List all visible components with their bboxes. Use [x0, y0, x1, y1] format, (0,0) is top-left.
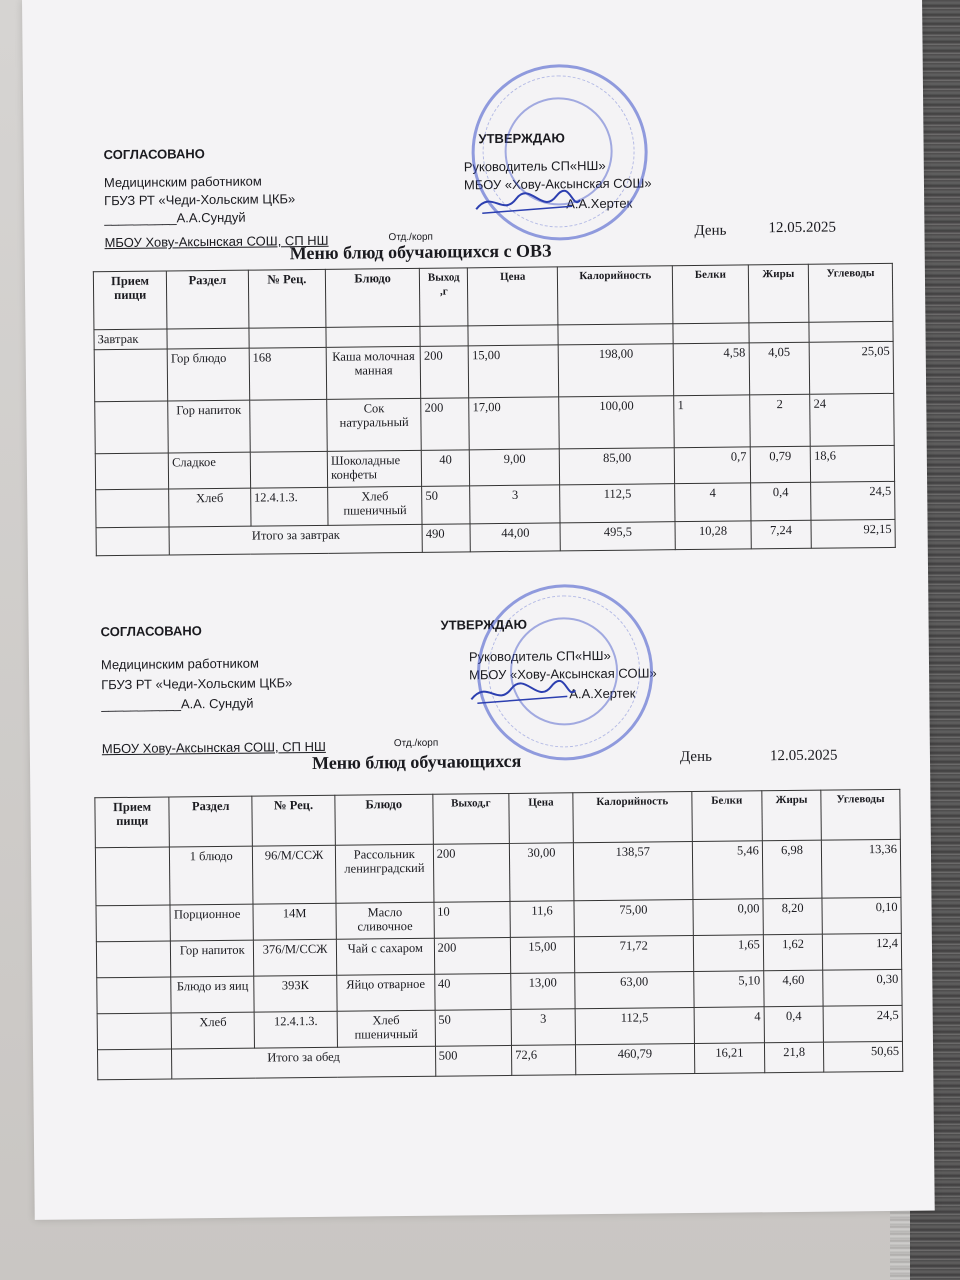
protein-cell: 4 — [675, 483, 751, 522]
price-cell: 15,00 — [468, 345, 558, 398]
school-name: МБОУ Хову-Аксынская СОШ, СП НШ — [104, 232, 329, 251]
price-cell: 30,00 — [509, 843, 573, 902]
carb-cell: 18,6 — [810, 445, 894, 482]
protein-cell: 4 — [694, 1007, 764, 1044]
protein-cell: 0,00 — [693, 899, 763, 936]
total-protein: 10,28 — [675, 521, 751, 550]
total-output: 500 — [435, 1045, 512, 1076]
agreed-heading: СОГЛАСОВАНО — [103, 146, 205, 163]
dish-cell: Шоколадные конфеты — [327, 450, 421, 487]
agreed-line1: Медицинским работником — [103, 173, 262, 191]
kcal-cell: 75,00 — [574, 900, 693, 937]
document-sheet — [22, 0, 935, 1220]
agreed-signer: ___________А.А. Сундуй — [101, 695, 254, 713]
agreed-line2: ГБУЗ РТ «Чеди-Хольским ЦКБ» — [104, 191, 296, 209]
total-kcal: 495,5 — [560, 522, 675, 551]
kcal-cell: 71,72 — [574, 936, 693, 973]
dish-cell: Масло сливочное — [336, 902, 434, 939]
total-price: 44,00 — [470, 523, 560, 552]
fat-cell: 8,20 — [763, 898, 823, 935]
section-cell: Сладкое — [168, 452, 250, 489]
fat-cell: 0,4 — [764, 1006, 824, 1043]
recipe-cell: 12.4.1.3. — [254, 1011, 337, 1048]
fat-cell: 2 — [749, 394, 810, 447]
output-cell: 200 — [433, 843, 510, 902]
header-cell: Прием пищи — [95, 797, 170, 848]
header-cell: Раздел — [167, 270, 249, 329]
recipe-cell — [249, 399, 327, 452]
day-label: День — [694, 222, 727, 239]
signature-mark — [472, 186, 582, 221]
section-cell: Хлеб — [171, 1012, 254, 1049]
kcal-cell: 138,57 — [573, 842, 693, 901]
approved-line2: МБОУ «Хову-Аксынская СОШ» — [463, 175, 652, 193]
output-cell: 50 — [422, 486, 470, 525]
carb-cell: 24 — [810, 393, 894, 446]
dish-cell: Сок натуральный — [327, 398, 422, 451]
price-cell: 11,6 — [510, 901, 574, 938]
protein-cell: 1,65 — [693, 935, 763, 972]
fat-cell: 4,60 — [764, 970, 824, 1007]
date-value: 12.05.2025 — [768, 219, 837, 237]
recipe-cell: 376/М/ССЖ — [254, 939, 337, 976]
section-cell: Гор блюдо — [167, 348, 249, 401]
price-cell: 17,00 — [469, 397, 559, 450]
total-label: Итого за завтрак — [169, 524, 422, 555]
fat-cell: 6,98 — [762, 840, 822, 899]
header-cell: Калорийность — [558, 266, 674, 325]
approved-signer: А.А.Хертек — [566, 195, 633, 212]
price-cell: 15,00 — [510, 937, 574, 974]
protein-cell: 5,46 — [692, 841, 763, 900]
dept-label: Отд./корп — [388, 231, 434, 244]
carb-cell: 24,5 — [811, 481, 895, 520]
table-row — [94, 341, 894, 401]
approved-signer: А.А.Хертек — [569, 685, 636, 702]
total-label: Итого за обед — [172, 1046, 436, 1079]
total-price: 72,6 — [512, 1045, 576, 1076]
total-fat: 21,8 — [764, 1042, 824, 1073]
dish-cell: Яйцо отварное — [337, 974, 435, 1011]
price-cell: 9,00 — [470, 449, 560, 486]
day-label: День — [679, 748, 712, 766]
fat-cell: 4,05 — [749, 342, 810, 395]
menu-table — [93, 263, 896, 556]
menu-title: Меню блюд обучающихся с ОВЗ — [289, 240, 552, 264]
total-protein: 16,21 — [694, 1043, 764, 1074]
approved-line2: МБОУ «Хову-Аксынская СОШ» — [469, 665, 657, 683]
agreed-heading: СОГЛАСОВАНО — [100, 623, 202, 640]
header-cell: Раздел — [169, 796, 252, 847]
output-cell: 50 — [435, 1009, 512, 1046]
agreed-line1: Медицинским работником — [100, 655, 259, 673]
agreed-signer: __________А.А.Сундуй — [104, 209, 246, 227]
recipe-cell: 393К — [254, 975, 337, 1012]
table-header-row — [95, 789, 900, 847]
price-cell: 3 — [511, 1009, 575, 1046]
total-output: 490 — [422, 524, 470, 553]
header-cell: № Рец. — [252, 795, 335, 846]
dish-cell: Рассольник ленинградский — [335, 844, 433, 903]
header-cell: Цена — [509, 793, 573, 844]
output-cell: 200 — [421, 398, 470, 451]
table-row — [95, 839, 901, 905]
total-carb: 92,15 — [811, 519, 895, 548]
recipe-cell: 14М — [253, 903, 336, 940]
total-kcal: 460,79 — [575, 1044, 694, 1075]
dish-cell: Чай с сахаром — [336, 938, 434, 975]
fat-cell: 0,4 — [750, 482, 811, 521]
output-cell: 10 — [434, 901, 511, 938]
section-cell: Блюдо из яиц — [171, 976, 254, 1013]
header-cell: Выход ,г — [420, 268, 469, 327]
dish-cell: Хлеб пшеничный — [328, 486, 423, 525]
dish-cell: Каша молочная манная — [326, 346, 421, 399]
header-cell: Цена — [468, 267, 559, 326]
table-header-row — [93, 263, 893, 329]
header-cell: № Рец. — [248, 269, 326, 328]
approved-line1: Руководитель СП«НШ» — [468, 647, 611, 665]
approved-line1: Руководитель СП«НШ» — [463, 157, 606, 175]
date-value: 12.05.2025 — [769, 747, 838, 765]
carb-cell: 12,4 — [823, 933, 902, 970]
dept-label: Отд./корп — [393, 737, 439, 750]
recipe-cell — [250, 451, 328, 488]
kcal-cell: 112,5 — [575, 1008, 694, 1045]
output-cell: 200 — [420, 346, 469, 399]
output-cell: 200 — [434, 937, 511, 974]
approved-heading: УТВЕРЖДАЮ — [478, 130, 565, 147]
header-cell: Жиры — [762, 790, 822, 841]
protein-cell: 1 — [674, 395, 750, 448]
protein-cell: 5,10 — [694, 971, 764, 1008]
section-cell: Гор напиток — [168, 400, 250, 453]
header-cell: Углеводы — [809, 263, 893, 322]
menu-table — [94, 789, 903, 1080]
section-cell: Порционное — [170, 904, 253, 941]
meal-cell: Завтрак — [94, 329, 167, 350]
header-cell: Блюдо — [335, 794, 433, 845]
kcal-cell: 112,5 — [560, 484, 675, 523]
output-cell: 40 — [421, 450, 469, 487]
section-cell: Хлеб — [169, 488, 251, 527]
header-cell: Белки — [692, 791, 763, 842]
fat-cell: 1,62 — [763, 934, 823, 971]
agreed-line2: ГБУЗ РТ «Чеди-Хольским ЦКБ» — [101, 675, 293, 693]
carb-cell: 0,10 — [822, 897, 901, 934]
protein-cell: 0,7 — [675, 447, 751, 484]
recipe-cell: 96/М/ССЖ — [253, 845, 336, 904]
dish-cell: Хлеб пшеничный — [337, 1010, 435, 1047]
header-cell: Блюдо — [325, 268, 420, 327]
school-name: МБОУ Хову-Аксынская СОШ, СП НШ — [101, 738, 326, 757]
total-fat: 7,24 — [751, 520, 812, 549]
approved-heading: УТВЕРЖДАЮ — [440, 616, 528, 633]
price-cell: 13,00 — [511, 973, 575, 1010]
output-cell: 40 — [434, 973, 511, 1010]
section-cell: Гор напиток — [171, 940, 254, 977]
kcal-cell: 198,00 — [558, 344, 674, 397]
table-row — [95, 393, 895, 453]
carb-cell: 0,30 — [823, 969, 902, 1006]
kcal-cell: 63,00 — [575, 972, 694, 1009]
header-cell: Жиры — [748, 264, 809, 323]
price-cell: 3 — [470, 485, 560, 524]
signature-mark — [467, 676, 577, 711]
header-cell: Углеводы — [821, 789, 900, 840]
kcal-cell: 85,00 — [560, 448, 675, 485]
section-cell: 1 блюдо — [170, 846, 253, 905]
recipe-cell: 12.4.1.3. — [250, 487, 328, 526]
total-carb: 50,65 — [824, 1041, 903, 1072]
header-cell: Белки — [673, 265, 749, 324]
header-cell: Выход,г — [433, 793, 510, 844]
menu-title: Меню блюд обучающихся — [311, 750, 522, 774]
carb-cell: 13,36 — [822, 839, 901, 898]
recipe-cell: 168 — [249, 347, 327, 400]
carb-cell: 25,05 — [809, 341, 893, 394]
round-stamp — [476, 583, 654, 761]
carb-cell: 24,5 — [823, 1005, 902, 1042]
fat-cell: 0,79 — [750, 446, 811, 483]
header-cell: Прием пищи — [93, 271, 167, 330]
protein-cell: 4,58 — [673, 343, 749, 396]
header-cell: Калорийность — [573, 792, 692, 843]
kcal-cell: 100,00 — [559, 396, 675, 449]
